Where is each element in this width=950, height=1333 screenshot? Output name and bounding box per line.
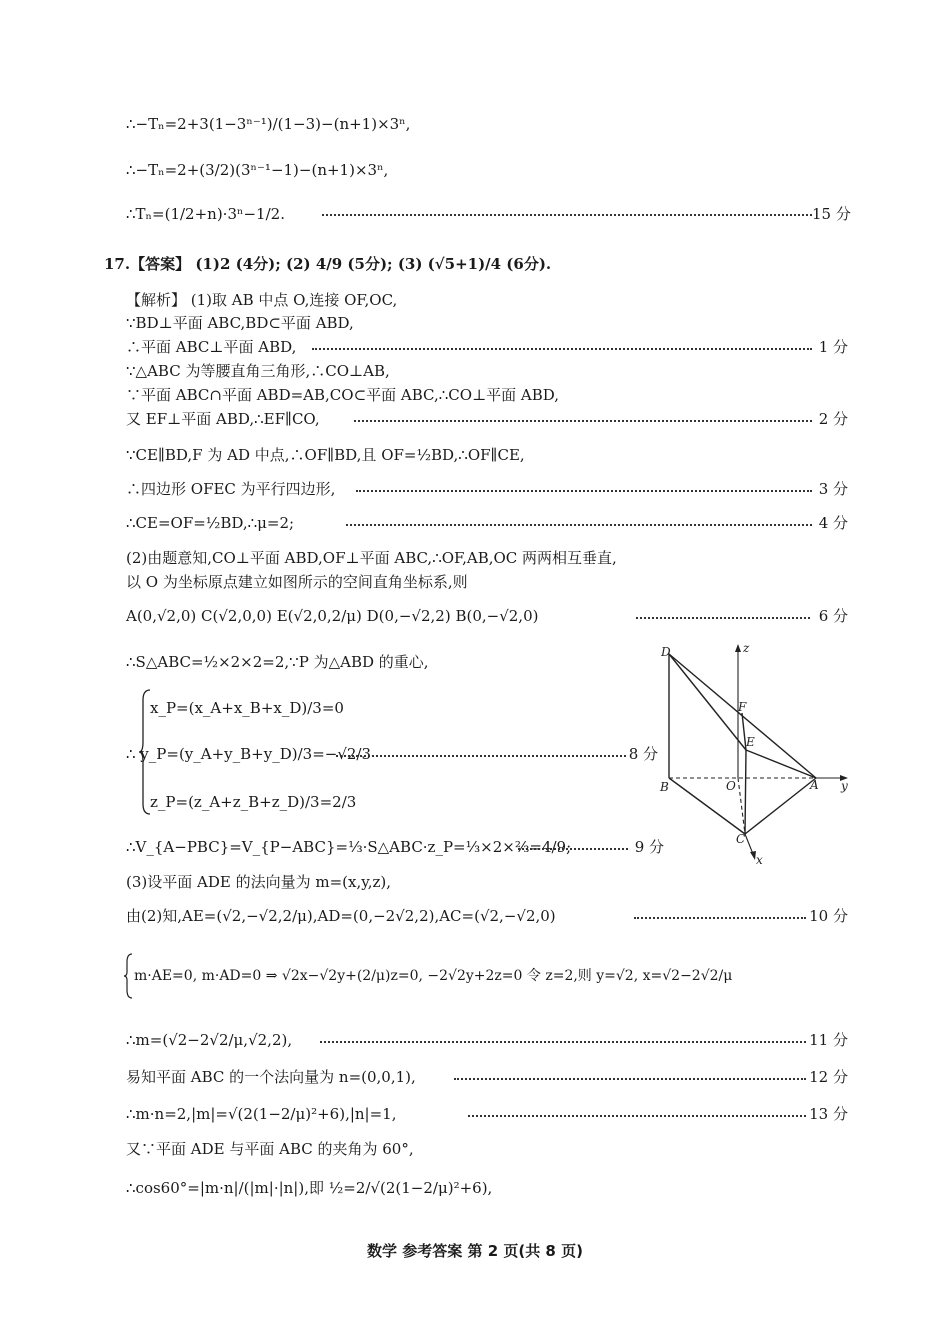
analysis-line: ∵△ABC 为等腰直角三角形,∴CO⊥AB, — [126, 362, 390, 380]
score-label: 11 分 — [809, 1031, 848, 1049]
analysis-line: ∵BD⊥平面 ABC,BD⊂平面 ABD, — [126, 314, 354, 332]
label-O: O — [726, 779, 736, 793]
score-label: 12 分 — [809, 1068, 848, 1086]
dot-leader — [354, 420, 812, 422]
figure-lines — [669, 654, 816, 834]
analysis-line: 以 O 为坐标原点建立如图所示的空间直角坐标系,则 — [126, 573, 468, 591]
analysis-line: (2)由题意知,CO⊥平面 ABD,OF⊥平面 ABC,∴OF,AB,OC 两两相互垂直, — [126, 549, 617, 567]
centroid-x: x_P=(x_A+x_B+x_D)/3=0 — [150, 699, 344, 717]
dot-leader — [312, 348, 812, 350]
analysis-line: 易知平面 ABC 的一个法向量为 n=(0,0,1), — [126, 1068, 416, 1086]
label-A: A — [810, 778, 819, 792]
label-B: B — [660, 780, 669, 794]
analysis-line: ∴S△ABC=½×2×2=2,∵P 为△ABD 的重心, — [126, 653, 429, 671]
score-label: 15 分 — [812, 205, 851, 223]
label-D: D — [661, 645, 671, 659]
analysis-line: ∵CE∥BD,F 为 AD 中点,∴OF∥BD,且 OF=½BD,∴OF∥CE, — [126, 446, 525, 464]
score-label: 8 分 — [628, 745, 658, 763]
score-label: 6 分 — [818, 607, 848, 625]
dot-leader — [322, 214, 812, 216]
analysis-line: 又∵平面 ADE 与平面 ABC 的夹角为 60°, — [126, 1140, 414, 1158]
normal-vector-system: m·AE=0, m·AD=0 ⇒ √2x−√2y+(2/μ)z=0, −2√2y+2z=0 令 z=2,则 y=√2, x=√2−2√2/μ — [134, 968, 733, 984]
dot-leader — [468, 1115, 806, 1117]
score-label: 13 分 — [809, 1105, 848, 1123]
label-E: E — [746, 735, 755, 749]
geometry-figure — [650, 638, 860, 868]
dot-leader — [454, 1078, 806, 1080]
cosine-line: ∴cos60°=|m·n|/(|m|·|n|),即 ½=2/√(2(1−2/μ)²+6), — [126, 1179, 493, 1197]
coordinates-line: A(0,√2,0) C(√2,0,0) E(√2,0,2/μ) D(0,−√2,2) B(0,−√2,0) — [126, 607, 539, 625]
label-F: F — [738, 700, 747, 714]
analysis-line: ∴四边形 OFEC 为平行四边形, — [126, 480, 336, 498]
centroid-y: ∴ y_P=(y_A+y_B+y_D)/3=−√2/3 — [126, 745, 372, 763]
equation-line: ∴−Tₙ=2+3(1−3ⁿ⁻¹)/(1−3)−(n+1)×3ⁿ, — [126, 115, 411, 133]
score-label: 10 分 — [809, 907, 848, 925]
answer-line: 17.【答案】 (1)2 (4分); (2) 4/9 (5分); (3) (√5+1)/4 (6分). — [104, 255, 552, 273]
edge-OC-dashed — [738, 778, 745, 834]
normal-vector-line: ∴m=(√2−2√2/μ,√2,2), — [126, 1031, 293, 1049]
brace-icon — [124, 952, 134, 1000]
modulus-line: ∴m·n=2,|m|=√(2(1−2/μ)²+6),|n|=1, — [126, 1105, 397, 1123]
x-axis — [745, 834, 753, 854]
analysis-line: ∴平面 ABC⊥平面 ABD, — [126, 338, 297, 356]
analysis-line: (3)设平面 ADE 的法向量为 m=(x,y,z), — [126, 873, 392, 891]
dot-leader — [634, 917, 806, 919]
analysis-line: 【解析】 (1)取 AB 中点 O,连接 OF,OC, — [126, 291, 398, 309]
dot-leader — [346, 524, 812, 526]
centroid-z: z_P=(z_A+z_B+z_D)/3=2/3 — [150, 793, 357, 811]
dot-leader — [636, 617, 810, 619]
label-C: C — [736, 832, 746, 846]
label-y: y — [841, 779, 848, 793]
edge-EA — [746, 750, 816, 778]
z-arrow-icon — [735, 644, 741, 652]
volume-line: ∴V_{A−PBC}=V_{P−ABC}=⅓·S△ABC·z_P=⅓×2×⅔=4/9; — [126, 838, 572, 856]
equation-line: ∴−Tₙ=2+(3/2)(3ⁿ⁻¹−1)−(n+1)×3ⁿ, — [126, 161, 389, 179]
dot-leader — [320, 1041, 806, 1043]
analysis-line: ∴CE=OF=½BD,∴μ=2; — [126, 514, 295, 532]
dot-leader — [518, 848, 628, 850]
edge-DE — [669, 654, 746, 750]
score-label: 4 分 — [818, 514, 848, 532]
edge-CE — [745, 750, 746, 834]
score-label: 3 分 — [818, 480, 848, 498]
analysis-line: 又 EF⊥平面 ABD,∴EF∥CO, — [126, 410, 320, 428]
dot-leader — [336, 755, 626, 757]
vector-line: 由(2)知,AE=(√2,−√2,2/μ),AD=(0,−2√2,2),AC=(√2,−√2,0) — [126, 907, 556, 925]
edge-CA — [745, 778, 816, 834]
score-label: 1 分 — [818, 338, 848, 356]
dot-leader — [356, 490, 812, 492]
score-label: 2 分 — [818, 410, 848, 428]
label-z: z — [743, 641, 750, 655]
label-x: x — [756, 853, 763, 867]
score-label: 9 分 — [634, 838, 664, 856]
analysis-line: ∵平面 ABC∩平面 ABD=AB,CO⊂平面 ABC,∴CO⊥平面 ABD, — [126, 386, 560, 404]
equation-line: ∴Tₙ=(1/2+n)·3ⁿ−1/2. — [126, 205, 285, 223]
page-footer: 数学 参考答案 第 2 页(共 8 页) — [367, 1242, 583, 1260]
